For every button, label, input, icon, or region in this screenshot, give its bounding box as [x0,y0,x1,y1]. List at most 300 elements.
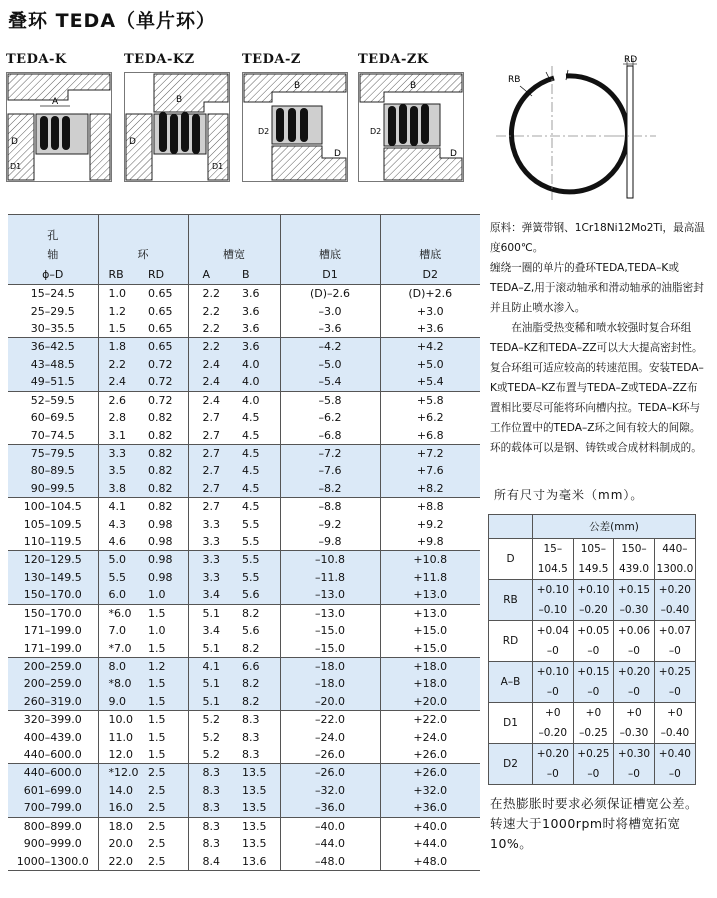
tolerance-row [489,662,696,703]
bore-cell: 30–35.5 [30,322,75,336]
rd-cell: 0.65 [148,322,173,336]
d1-cell: –13.0 [280,604,380,622]
d1-cell: –4.2 [280,338,380,356]
rd-cell: 2.5 [142,764,188,782]
b-cell: 5.5 [236,569,280,587]
a-cell: 2.2 [188,320,236,338]
b-cell: 4.5 [236,462,280,480]
diagram-teda-z [242,52,348,182]
table-row [8,462,480,480]
d2-cell: +36.0 [380,799,480,817]
tolerance-upper: +0.10 [536,666,569,678]
tolerance-upper: +0.10 [577,584,610,596]
d1-cell: –36.0 [280,799,380,817]
tolerance-upper: +0 [626,707,642,719]
tolerance-upper: +0.06 [617,625,651,637]
tolerance-cell [533,703,574,744]
b-cell: 8.2 [236,604,280,622]
a-header: A [188,265,236,285]
rd-cell: 0.72 [142,391,188,409]
table-row [8,622,480,640]
tolerance-cell [654,580,695,621]
diameter-header: ϕ–D [8,265,98,285]
a-cell: 8.3 [188,817,236,835]
rb-cell: 22.0 [98,853,142,871]
d1-cell: –8.2 [280,480,380,498]
tolerance-header: 公差(mm) [533,515,696,539]
tolerance-lower: –0.25 [579,727,608,739]
b-cell: 4.0 [236,373,280,391]
tolerance-lower: –0.20 [579,604,608,616]
d2-cell: +15.0 [380,622,480,640]
d1-cell: –15.0 [280,640,380,658]
tolerance-lower: –0 [628,686,640,698]
a-cell: 5.2 [188,711,236,729]
b-cell: 8.3 [242,730,260,744]
a-cell: 8.3 [188,799,236,817]
b-cell: 3.6 [236,285,280,303]
table-row [8,409,480,427]
bore-cell: 75–79.5 [8,444,98,462]
table-row [8,675,480,693]
a-cell: 2.4 [188,356,236,374]
d1-cell: –8.8 [280,498,380,516]
tolerance-cell [573,580,614,621]
tolerance-lower: –0 [546,686,559,698]
rd-cell: 0.82 [142,480,188,498]
tolerance-row [489,744,696,785]
rb-cell: *8.0 [98,675,142,693]
bore-cell: 440–600.0 [8,764,98,782]
b-cell: 3.6 [242,304,260,318]
rb-cell: *7.0 [98,640,142,658]
d2-cell: +13.0 [380,604,480,622]
b-cell: 3.6 [242,322,260,336]
rd-cell: 1.5 [148,641,166,655]
tolerance-upper: +0.25 [658,666,691,678]
rd-cell: 0.72 [142,373,188,391]
tolerance-cell [614,662,655,703]
tolerance-row [489,621,696,662]
d2-cell: +40.0 [380,817,480,835]
rd-cell: 1.5 [142,711,188,729]
a-cell: 2.7 [188,427,236,445]
b-cell: 4.5 [242,428,260,442]
b-cell: 13.5 [236,817,280,835]
tolerance-row-label: RD [489,621,533,662]
rd-cell: 0.72 [142,356,188,374]
tolerance-lower: –0 [587,686,600,698]
d2-cell: +8.8 [380,498,480,516]
tolerance-lower: –0.10 [538,604,568,616]
rd-cell: 1.5 [142,675,188,693]
table-row [8,391,480,409]
rd-cell: 2.5 [142,817,188,835]
d1-cell: –6.8 [280,427,380,445]
d2-cell: +18.0 [380,657,480,675]
d2-cell: +32.0 [380,782,480,800]
d1-cell: –20.0 [280,693,380,711]
a-cell: 2.2 [188,338,236,356]
b-cell: 6.6 [236,657,280,675]
groove-width-header: 槽宽 [188,243,280,265]
table-row [8,444,480,462]
table-row [8,657,480,675]
table-row [8,302,480,320]
table-row [8,764,480,782]
tolerance-table-body [489,539,696,785]
rd-cell: 2.5 [142,799,188,817]
dim-d1: D1 [212,162,224,171]
tolerance-cell [654,744,695,785]
d1-cell: –26.0 [280,764,380,782]
d1-cell: –15.0 [280,622,380,640]
rd-cell: 0.82 [142,498,188,516]
tolerance-cell [573,703,614,744]
tolerance-lower: –0.40 [660,727,690,739]
rb-cell: 20.0 [98,835,142,853]
d1-cell: –7.2 [280,444,380,462]
a-cell: 2.7 [188,480,236,498]
b-cell: 5.5 [242,517,260,531]
rd-cell: 2.5 [142,782,188,800]
tolerance-upper: +0.30 [617,748,651,760]
a-cell: 5.1 [188,693,236,711]
bore-cell: 601–699.0 [8,782,98,800]
rb-cell: 1.5 [98,320,142,338]
a-cell: 4.1 [188,657,236,675]
d1-cell: –32.0 [280,782,380,800]
d2-cell: +3.0 [380,302,480,320]
rb-cell: 2.4 [98,373,142,391]
tolerance-lower: –0 [546,768,559,780]
table-row [8,551,480,569]
usage-text: 缠绕一圈的单片的叠环TEDA,TEDA–K或TEDA–Z,用于滚动轴承和滑动轴承的油脂密封并且防止喷水渗入。 [490,262,704,314]
a-cell: 5.2 [188,728,236,746]
tolerance-upper: +0.20 [658,584,691,596]
shaft-header: 轴 [8,243,98,265]
a-cell: 2.2 [188,285,236,303]
rd-cell: 0.65 [142,338,188,356]
tolerance-cell [533,662,574,703]
page-title: 叠环 TEDA（单片环） [8,10,217,32]
tolerance-upper: +0 [545,707,561,719]
bore-cell: 120–129.5 [8,551,98,569]
d1-cell: –13.0 [280,586,380,604]
d1-header: D1 [280,265,380,285]
a-cell: 5.1 [188,675,236,693]
tolerance-cell [573,621,614,662]
rb-cell: 11.0 [98,728,142,746]
table-row [8,817,480,835]
d2-cell: +24.0 [380,728,480,746]
d2-cell: +18.0 [380,675,480,693]
rb-cell: 2.6 [98,391,142,409]
d2-cell: (D)+2.6 [380,285,480,303]
diagram-teda-kz [124,52,230,182]
assembly-text: 在油脂受热变稀和喷水较强时复合环组TEDA–KZ和TEDA–ZZ可以大大提高密封性。复合环组可适应较高的转速范围。安装TEDA–K或TEDA–KZ布置与TEDA–Z或TEDA–ZZ布置相比要尽可能将环向槽内拉。TEDA–K环与工作位置中的TEDA–Z环之间有较大的间隙。环的载体可以是钢、铸铁或合成材料制成的。 [490,322,704,454]
range-cell [533,539,574,580]
b-cell: 13.5 [236,782,280,800]
rb-cell: 10.0 [98,711,142,729]
tolerance-cell [614,580,655,621]
a-cell: 2.4 [188,373,236,391]
b-cell: 13.5 [236,764,280,782]
rb-cell: *12.0 [98,764,142,782]
tolerance-upper: +0.04 [536,625,569,637]
range-to: 149.5 [578,563,609,575]
table-row [8,586,480,604]
bore-cell: 800–899.0 [8,817,98,835]
bore-cell: 80–89.5 [8,462,98,480]
rd-cell: 0.82 [148,411,173,425]
dim-d: D [450,149,457,159]
tolerance-cell [654,662,695,703]
bore-cell: 200–259.0 [8,675,98,693]
a-cell: 2.7 [188,462,236,480]
diagram-label: TEDA-ZK [358,52,429,67]
table-row [8,782,480,800]
tolerance-row [489,703,696,744]
diagram-row [6,52,476,187]
d2-cell: +22.0 [380,711,480,729]
rd-cell: 0.98 [142,569,188,587]
d2-cell: +48.0 [380,853,480,871]
d1-cell: –18.0 [280,675,380,693]
a-cell: 3.3 [188,569,236,587]
ring-rd-label: RD [624,55,638,65]
b-cell: 4.0 [236,391,280,409]
rb-cell: 3.3 [98,444,142,462]
teda-z-section-drawing [242,72,348,182]
table-row [8,640,480,658]
groove-bottom-d2-header: 槽底 [380,243,480,265]
d2-cell: +20.0 [380,693,480,711]
rd-cell: 1.5 [148,748,166,762]
b-cell: 3.6 [236,338,280,356]
b-cell: 8.2 [236,675,280,693]
bore-header: 孔 [8,215,98,243]
b-cell: 13.5 [242,837,267,851]
rd-cell: 2.5 [148,837,166,851]
bore-cell: 100–104.5 [8,498,98,516]
tolerance-cell [573,744,614,785]
rb-cell: 12.0 [98,746,142,764]
range-from: 105– [580,543,607,555]
a-cell: 8.3 [188,835,236,853]
note-thermal: 在热膨胀时要求必须保证槽宽公差。 [490,796,699,811]
d1-cell: –6.2 [280,409,380,427]
a-cell: 3.4 [188,622,236,640]
table-row [8,728,480,746]
rb-cell: 7.0 [98,622,142,640]
tolerance-cell [533,621,574,662]
a-cell: 2.7 [188,409,236,427]
dim-b: B [410,81,417,91]
rd-cell: 0.65 [142,285,188,303]
d1-cell: –44.0 [280,835,380,853]
range-label: D [489,539,533,580]
rb-cell: 8.0 [98,657,142,675]
bore-cell: 70–74.5 [30,428,75,442]
rb-cell: 14.0 [98,782,142,800]
table-row [8,320,480,338]
dim-d1: D1 [10,162,22,171]
rd-cell: 1.2 [142,657,188,675]
b-cell: 13.6 [236,853,280,871]
ring-rb-label: RB [508,75,521,85]
dimension-table-body [8,285,480,871]
diagram-label: TEDA-K [6,52,67,67]
b-cell: 4.5 [236,444,280,462]
tolerance-lower: –0.40 [660,604,690,616]
b-cell: 8.2 [236,693,280,711]
table-row [8,338,480,356]
table-row [8,711,480,729]
tolerance-range-row [489,539,696,580]
tolerance-lower: –0 [628,645,640,657]
d2-cell: +26.0 [380,764,480,782]
d2-cell: +9.2 [380,515,480,533]
tolerance-lower: –0.20 [538,727,568,739]
d2-cell: +11.8 [380,569,480,587]
table-row [8,604,480,622]
d1-cell: –5.0 [280,356,380,374]
table-row [8,799,480,817]
rd-cell: 1.5 [142,604,188,622]
tolerance-upper: +0.20 [617,666,651,678]
bore-cell: 320–399.0 [8,711,98,729]
tolerance-lower: –0 [668,768,681,780]
dim-d2: D2 [370,127,382,136]
ring-drawing [496,52,656,202]
rb-cell: 16.0 [98,799,142,817]
bore-cell: 60–69.5 [30,411,75,425]
tolerance-upper: +0.20 [536,748,569,760]
bore-cell: 400–439.0 [23,730,82,744]
a-cell: 8.3 [188,764,236,782]
bore-cell: 1000–1300.0 [8,853,98,871]
rb-cell: 1.2 [98,302,142,320]
b-cell: 5.6 [242,624,260,638]
d2-cell: +5.4 [380,373,480,391]
bore-cell: 49–51.5 [8,373,98,391]
d1-cell: –5.8 [280,391,380,409]
tolerance-lower: –0 [587,768,600,780]
d2-cell: +10.8 [380,551,480,569]
table-row [8,285,480,303]
bore-cell: 171–199.0 [23,624,82,638]
rd-cell: 0.98 [148,517,173,531]
table-row [8,569,480,587]
d2-cell: +7.6 [380,462,480,480]
rd-cell: 0.98 [148,535,173,549]
tolerance-lower: –0 [587,645,600,657]
tolerance-upper: +0.10 [536,584,569,596]
b-cell: 4.5 [242,411,260,425]
d2-cell: +13.0 [380,586,480,604]
range-to: 439.0 [618,563,650,575]
groove-bottom-d1-header: 槽底 [280,243,380,265]
dim-d: D [334,149,341,159]
d1-cell: (D)–2.6 [280,285,380,303]
d1-cell: –24.0 [280,728,380,746]
rd-cell: 1.0 [142,586,188,604]
teda-zk-section-drawing [358,72,464,182]
dimension-table [8,214,480,871]
d2-cell: +3.6 [380,320,480,338]
dim-a: A [52,97,59,107]
tolerance-cell [614,621,655,662]
d2-cell: +4.2 [380,338,480,356]
tolerance-cell [654,621,695,662]
tolerance-table [488,514,696,785]
d1-cell: –22.0 [280,711,380,729]
d2-cell: +15.0 [380,640,480,658]
bore-cell: 130–149.5 [8,569,98,587]
table-row [8,835,480,853]
a-cell: 5.1 [188,640,236,658]
range-to: 1300.0 [656,563,694,575]
d1-cell: –9.2 [280,515,380,533]
tolerance-upper: +0.05 [577,625,610,637]
a-cell: 2.2 [188,302,236,320]
b-header: B [236,265,280,285]
tolerance-cell [573,662,614,703]
rd-cell: 2.5 [142,853,188,871]
rb-cell: 5.0 [98,551,142,569]
rb-cell: 3.1 [98,427,142,445]
a-cell: 5.2 [188,746,236,764]
bore-cell: 900–999.0 [23,837,82,851]
rb-cell: 4.6 [98,533,142,551]
rb-cell: 2.8 [98,409,142,427]
range-cell [573,539,614,580]
bore-cell: 171–199.0 [23,641,82,655]
rb-cell: 5.5 [98,569,142,587]
rd-cell: 0.82 [142,444,188,462]
rb-cell: 3.8 [98,480,142,498]
diagram-teda-k [6,52,112,182]
bore-cell: 200–259.0 [8,657,98,675]
d2-cell: +6.8 [380,427,480,445]
d1-cell: –9.8 [280,533,380,551]
tolerance-upper: +0.15 [617,584,651,596]
a-cell: 8.4 [188,853,236,871]
bore-cell: 110–119.5 [23,535,82,549]
b-cell: 8.3 [236,711,280,729]
rb-cell: *6.0 [98,604,142,622]
d1-cell: –26.0 [280,746,380,764]
d1-cell: –11.8 [280,569,380,587]
bore-cell: 15–24.5 [8,285,98,303]
a-cell: 3.3 [188,533,236,551]
table-row [8,373,480,391]
tolerance-cell [533,744,574,785]
bore-cell: 260–319.0 [8,693,98,711]
dim-d: D [11,137,18,147]
tolerance-lower: –0 [628,768,640,780]
d2-cell: +5.0 [380,356,480,374]
rd-cell: 1.5 [148,730,166,744]
d1-cell: –40.0 [280,817,380,835]
tolerance-cell [614,703,655,744]
b-cell: 8.3 [242,748,260,762]
tolerance-row-label: RB [489,580,533,621]
d2-cell: +26.0 [380,746,480,764]
ring-header: 环 [98,243,188,265]
dim-d2: D2 [258,127,270,136]
